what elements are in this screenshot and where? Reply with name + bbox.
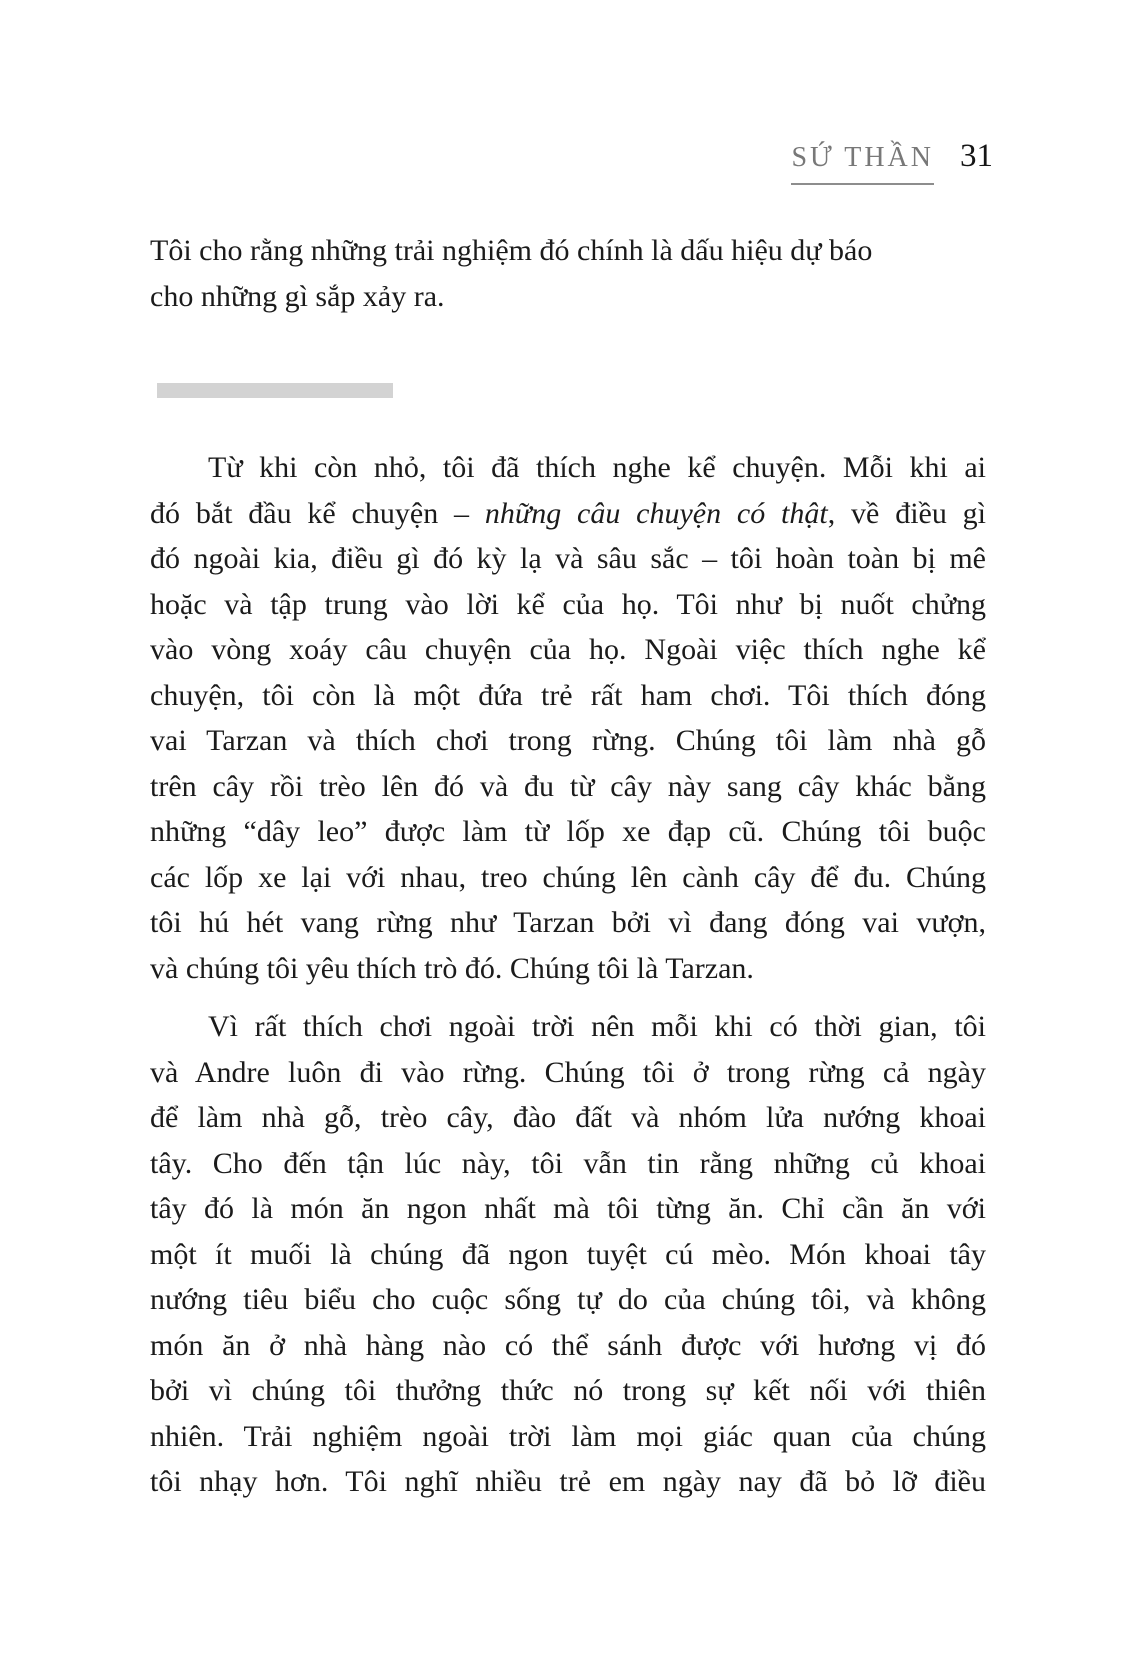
text-segment: trên cây rồi trèo lên đó và đu từ cây này sang cây khác bằng: [150, 769, 986, 803]
text-line: [150, 536, 986, 582]
text-segment: nướng tiêu biểu cho cuộc sống tự do của chúng tôi, và không: [150, 1283, 986, 1316]
section-divider: [157, 383, 393, 398]
text-line: [150, 1050, 986, 1096]
text-segment: tây đó là món ăn ngon nhất mà tôi từng ăn. Chỉ cần ăn với: [150, 1192, 986, 1225]
text-line: [150, 1141, 986, 1187]
text-segment: vào vòng xoáy câu chuyện của họ. Ngoài việc thích nghe kể: [150, 633, 986, 666]
text-segment: tôi hú hét vang rừng như Tarzan bởi vì đang đóng vai vượn,: [150, 906, 986, 939]
text-segment: món ăn ở nhà hàng nào có thể sánh được với hương vị đó: [150, 1328, 986, 1362]
paragraph: [150, 1004, 986, 1505]
text-line: [150, 1414, 986, 1460]
text-line: [150, 1368, 986, 1414]
text-segment: một ít muối là chúng đã ngon tuyệt cú mèo. Món khoai tây: [150, 1237, 986, 1271]
paragraph: [150, 228, 986, 319]
text-segment: để làm nhà gỗ, trèo cây, đào đất và nhóm lửa nướng khoai: [150, 1101, 986, 1134]
text-segment: , về điều gì: [827, 496, 986, 530]
text-segment: những “dây leo” được làm từ lốp xe đạp cũ. Chúng tôi buộc: [150, 815, 986, 848]
text-segment: Tôi cho rằng những trải nghiệm đó chính là dấu hiệu dự báo: [150, 234, 873, 267]
text-line: [150, 1095, 986, 1141]
italic-text: những câu chuyện có thật: [484, 496, 828, 530]
text-line: [150, 445, 986, 491]
text-line: [150, 855, 986, 901]
text-line: [150, 1004, 986, 1050]
text-line: [150, 491, 986, 537]
text-line: [150, 1459, 986, 1505]
text-line: [150, 627, 986, 673]
text-segment: các lốp xe lại với nhau, treo chúng lên cành cây để đu. Chúng: [150, 860, 986, 894]
text-segment: Từ khi còn nhỏ, tôi đã thích nghe kể chuyện. Mỗi khi ai: [208, 451, 986, 484]
text-segment: và chúng tôi yêu thích trò đó. Chúng tôi là Tarzan.: [150, 951, 754, 985]
text-line: [150, 1277, 986, 1323]
running-header: [791, 138, 993, 185]
text-line: [150, 946, 986, 992]
text-segment: bởi vì chúng tôi thưởng thức nó trong sự kết nối với thiên: [150, 1374, 986, 1407]
text-line: [150, 718, 986, 764]
text-segment: hoặc và tập trung vào lời kể của họ. Tôi như bị nuốt chửng: [150, 587, 986, 621]
text-line: [150, 673, 986, 719]
text-segment: đó bắt đầu kể chuyện –: [150, 496, 485, 530]
page-number: 31: [960, 138, 993, 174]
chapter-title: SỨ THẦN: [791, 142, 934, 185]
text-segment: Vì rất thích chơi ngoài trời nên mỗi khi có thời gian, tôi: [208, 1010, 986, 1043]
text-line: [150, 228, 986, 274]
text-segment: chuyện, tôi còn là một đứa trẻ rất ham chơi. Tôi thích đóng: [150, 678, 986, 712]
text-segment: tây. Cho đến tận lúc này, tôi vẫn tin rằng những củ khoai: [150, 1146, 986, 1180]
text-line: [150, 274, 986, 320]
text-line: [150, 764, 986, 810]
page-content: [150, 228, 986, 1505]
text-segment: cho những gì sắp xảy ra.: [150, 279, 445, 313]
text-line: [150, 900, 986, 946]
text-line: [150, 809, 986, 855]
text-line: [150, 1186, 986, 1232]
text-line: [150, 1323, 986, 1369]
paragraph: [150, 445, 986, 991]
text-segment: đó ngoài kia, điều gì đó kỳ lạ và sâu sắc – tôi hoàn toàn bị mê: [150, 542, 986, 575]
text-segment: vai Tarzan và thích chơi trong rừng. Chúng tôi làm nhà gỗ: [150, 724, 986, 757]
text-segment: tôi nhạy hơn. Tôi nghĩ nhiều trẻ em ngày nay đã bỏ lỡ điều: [150, 1465, 986, 1498]
text-segment: nhiên. Trải nghiệm ngoài trời làm mọi giác quan của chúng: [150, 1419, 986, 1453]
text-line: [150, 1232, 986, 1278]
text-line: [150, 582, 986, 628]
text-segment: và Andre luôn đi vào rừng. Chúng tôi ở trong rừng cả ngày: [150, 1055, 986, 1089]
